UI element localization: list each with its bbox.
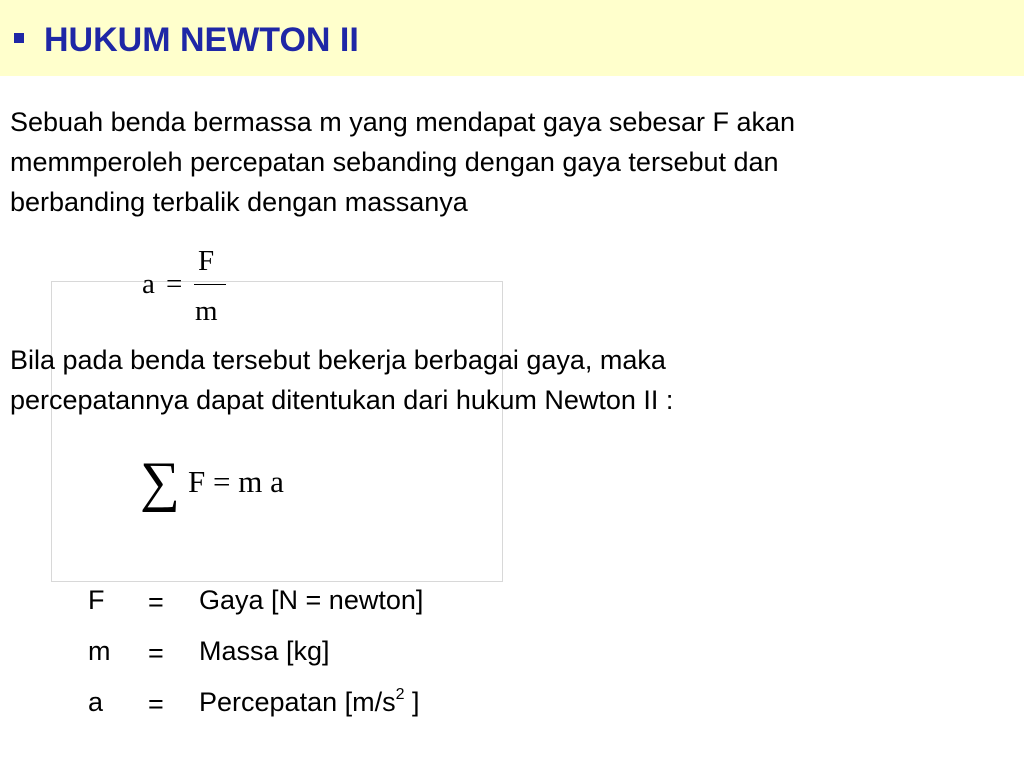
definition-text: Gaya [N = newton] <box>199 585 424 615</box>
definition-equals: = <box>148 587 164 617</box>
intro-line-3: berbanding terbalik dengan massanya <box>10 187 468 217</box>
title-bar <box>0 0 1024 76</box>
definition-equals: = <box>148 638 164 668</box>
definition-text-acceleration <box>199 682 420 722</box>
sigma-symbol: ∑ <box>140 451 180 513</box>
second-paragraph <box>10 340 673 420</box>
newton-second-law-equation <box>140 452 340 522</box>
definition-text: Percepatan [m/s <box>199 687 396 717</box>
definition-symbol: F <box>88 585 105 615</box>
fraction-bar <box>194 284 226 285</box>
intro-paragraph <box>10 102 795 222</box>
second-line-2: percepatannya dapat ditentukan dari hukum Newton II : <box>10 385 674 415</box>
square-bullet-icon <box>14 33 24 43</box>
embedded-object-frame <box>51 281 503 582</box>
definition-symbol: m <box>88 636 111 666</box>
fraction-numerator: F <box>198 245 215 277</box>
definition-text: Massa [kg] <box>199 636 330 666</box>
intro-line-2: memmperoleh percepatan sebanding dengan gaya tersebut dan <box>10 147 779 177</box>
slide-title: HUKUM NEWTON II <box>44 21 359 59</box>
intro-line-1: Sebuah benda bermassa m yang mendapat gaya sebesar F akan <box>10 107 796 137</box>
definition-equals: = <box>148 689 164 719</box>
equation-lhs: a <box>142 268 155 300</box>
acceleration-equation <box>130 240 240 330</box>
equation-equals: = <box>166 268 183 300</box>
definition-symbol: a <box>88 687 104 717</box>
superscript-exponent: 2 <box>395 686 405 703</box>
equation-body: F = m a <box>188 464 284 499</box>
definition-text-end: ] <box>404 687 420 717</box>
second-line-1: Bila pada benda tersebut bekerja berbagai gaya, maka <box>10 345 666 375</box>
fraction-denominator: m <box>195 295 218 327</box>
